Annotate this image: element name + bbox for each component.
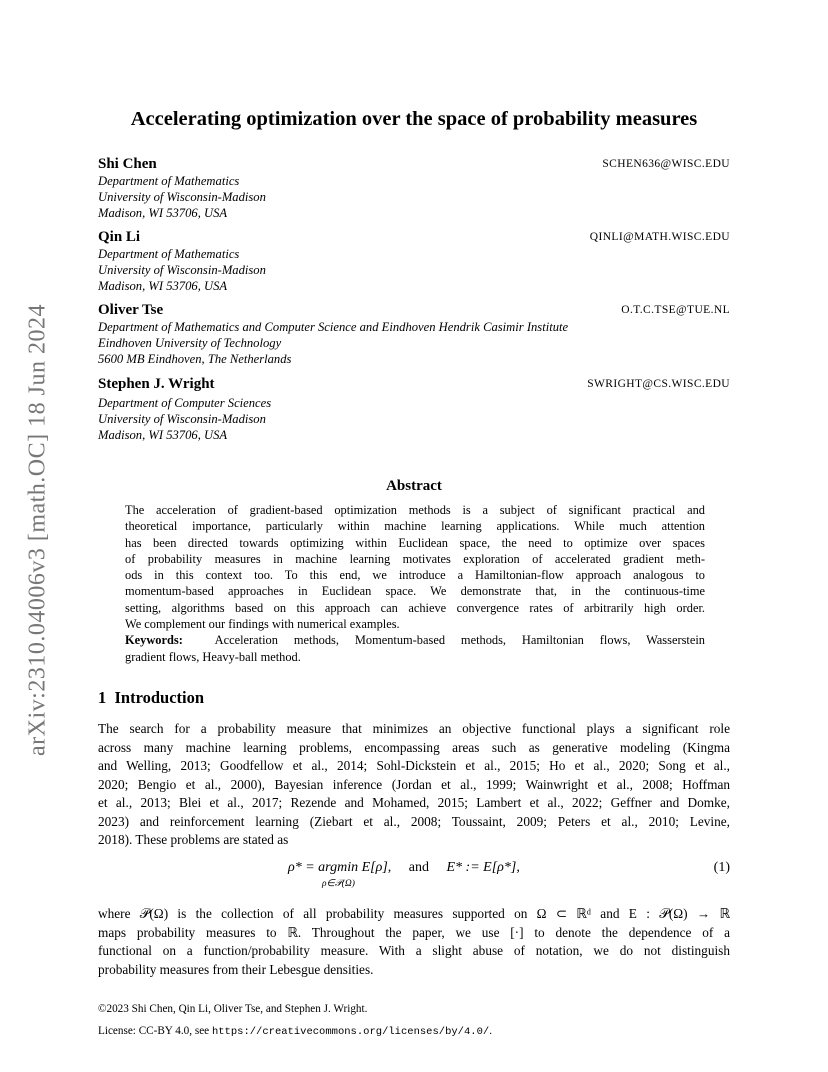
abstract-line: of probability measures in machine learning motivates exploration of accelerated gradient meth- (125, 551, 705, 566)
paragraph-line: 2023) and reinforcement learning (Ziebart et al., 2008; Toussaint, 2009; Peters et al., 2010; Levine, (98, 813, 730, 829)
abstract-line: ods in this context too. To this end, we introduce a Hamiltonian-flow approach analogous to (125, 568, 705, 583)
abstract-line: momentum-based approaches in Euclidean space. We demonstrate that, in the continuous-time (125, 584, 705, 599)
paragraph-line: 2020; Bengio et al., 2000), Bayesian inference (Jordan et al., 1999; Wainwright et al., 2008; Hoffman (98, 776, 730, 792)
abstract-line: We complement our findings with numerical examples. (125, 617, 400, 632)
copyright-notice: ©2023 Shi Chen, Qin Li, Oliver Tse, and Stephen J. Wright. (98, 1003, 368, 1015)
license-notice (98, 1025, 492, 1038)
author-name: Stephen J. Wright (98, 376, 215, 392)
definitions-paragraph (98, 905, 730, 979)
arxiv-sidebar-stamp (18, 270, 58, 790)
license-prefix: License: CC-BY 4.0, see (98, 1025, 212, 1037)
keywords-line: gradient flows, Heavy-ball method. (125, 649, 301, 664)
author-affiliation: University of Wisconsin-Madison (98, 190, 266, 205)
equation-conjunction: and (408, 860, 429, 875)
author-name: Shi Chen (98, 156, 157, 172)
paragraph-line: 2018). These problems are stated as (98, 832, 289, 847)
section-heading (98, 688, 204, 708)
keywords-text: Acceleration methods, Momentum-based methods, Hamiltonian flows, Wasserstein (214, 633, 705, 648)
arxiv-id: arXiv:2310.04006v3 [math.OC] 18 Jun 2024 (24, 304, 51, 756)
author-affiliation: University of Wisconsin-Madison (98, 412, 266, 427)
abstract-line: theoretical importance, particularly within machine learning applications. While much attention (125, 519, 705, 534)
license-suffix: . (489, 1025, 492, 1037)
author-affiliation: Department of Mathematics (98, 247, 240, 261)
equation-expression (288, 860, 520, 876)
paragraph-line: across many machine learning problems, encompassing areas such as generative modeling (Kingma (98, 739, 730, 755)
author-affiliation: Madison, WI 53706, USA (98, 279, 228, 294)
license-link[interactable]: https://creativecommons.org/licenses/by/4.0/ (211, 1026, 490, 1038)
paper-title: Accelerating optimization over the space of probability measures (130, 108, 698, 130)
paragraph-line: maps probability measures to ℝ. Throughout the paper, we use [·] to denote the dependence of a (98, 924, 730, 940)
intro-paragraph (98, 720, 730, 850)
author-affiliation: Eindhoven University of Technology (98, 336, 282, 351)
author-affiliation: Madison, WI 53706, USA (98, 428, 228, 443)
keywords-label: Keywords: (125, 633, 183, 648)
abstract-body (125, 502, 705, 665)
equation-lhs: ρ* = argmin E[ρ], (288, 860, 392, 875)
author-affiliation: University of Wisconsin-Madison (98, 263, 266, 278)
author-email[interactable]: O.T.C.TSE@TUE.NL (621, 304, 730, 316)
paragraph-line: functional on a function/probability measure. With a slight abuse of notation, we do not distinguish (98, 943, 730, 958)
author-email[interactable]: SWRIGHT@CS.WISC.EDU (587, 378, 730, 390)
equation-1 (98, 858, 730, 894)
author-affiliation: Department of Mathematics and Computer Science and Eindhoven Hendrik Casimir Institute (98, 320, 569, 334)
author-block (98, 155, 730, 222)
paragraph-line: where 𝒫(Ω) is the collection of all probability measures supported on Ω ⊂ ℝᵈ and E : 𝒫(Ω) → ℝ (98, 906, 730, 921)
abstract-line: has been directed towards optimizing within Euclidean space, the need to optimize over spaces (125, 535, 705, 550)
paragraph-line: and Welling, 2013; Goodfellow et al., 2014; Sohl-Dickstein et al., 2015; Ho et al., 2020; Song et al., (98, 758, 730, 773)
author-affiliation: Madison, WI 53706, USA (98, 206, 228, 221)
paragraph-line: The search for a probability measure that minimizes an objective functional plays a significant role (98, 721, 730, 736)
author-email[interactable]: SCHEN636@WISC.EDU (602, 158, 730, 170)
paragraph-line: probability measures from their Lebesgue densities. (98, 961, 374, 977)
author-affiliation: Department of Computer Sciences (98, 396, 272, 410)
abstract-heading: Abstract (386, 478, 442, 494)
author-name: Oliver Tse (98, 302, 164, 318)
equation-number: (1) (713, 860, 730, 875)
abstract-line: setting, algorithms based on this approach can achieve convergence rates of arbitrarily high order. (125, 600, 705, 615)
author-affiliation: 5600 MB Eindhoven, The Netherlands (98, 352, 292, 367)
author-email[interactable]: QINLI@MATH.WISC.EDU (589, 231, 730, 243)
section-number: 1 (98, 688, 107, 707)
author-block (98, 228, 730, 295)
keywords-line (125, 632, 705, 648)
section-title: Introduction (114, 688, 205, 707)
paragraph-line: et al., 2013; Blei et al., 2017; Rezende and Mohamed, 2015; Lambert et al., 2022; Geffner and Domke, (98, 795, 730, 810)
author-block (98, 375, 730, 444)
author-affiliation: Department of Mathematics (98, 174, 240, 188)
equation-subscript: ρ∈𝒫(Ω) (322, 879, 355, 889)
abstract-line: The acceleration of gradient-based optimization methods is a subject of significant practical and (125, 503, 705, 517)
author-block (98, 301, 730, 368)
author-name: Qin Li (98, 229, 141, 245)
equation-rhs: E* := E[ρ*], (446, 860, 520, 875)
